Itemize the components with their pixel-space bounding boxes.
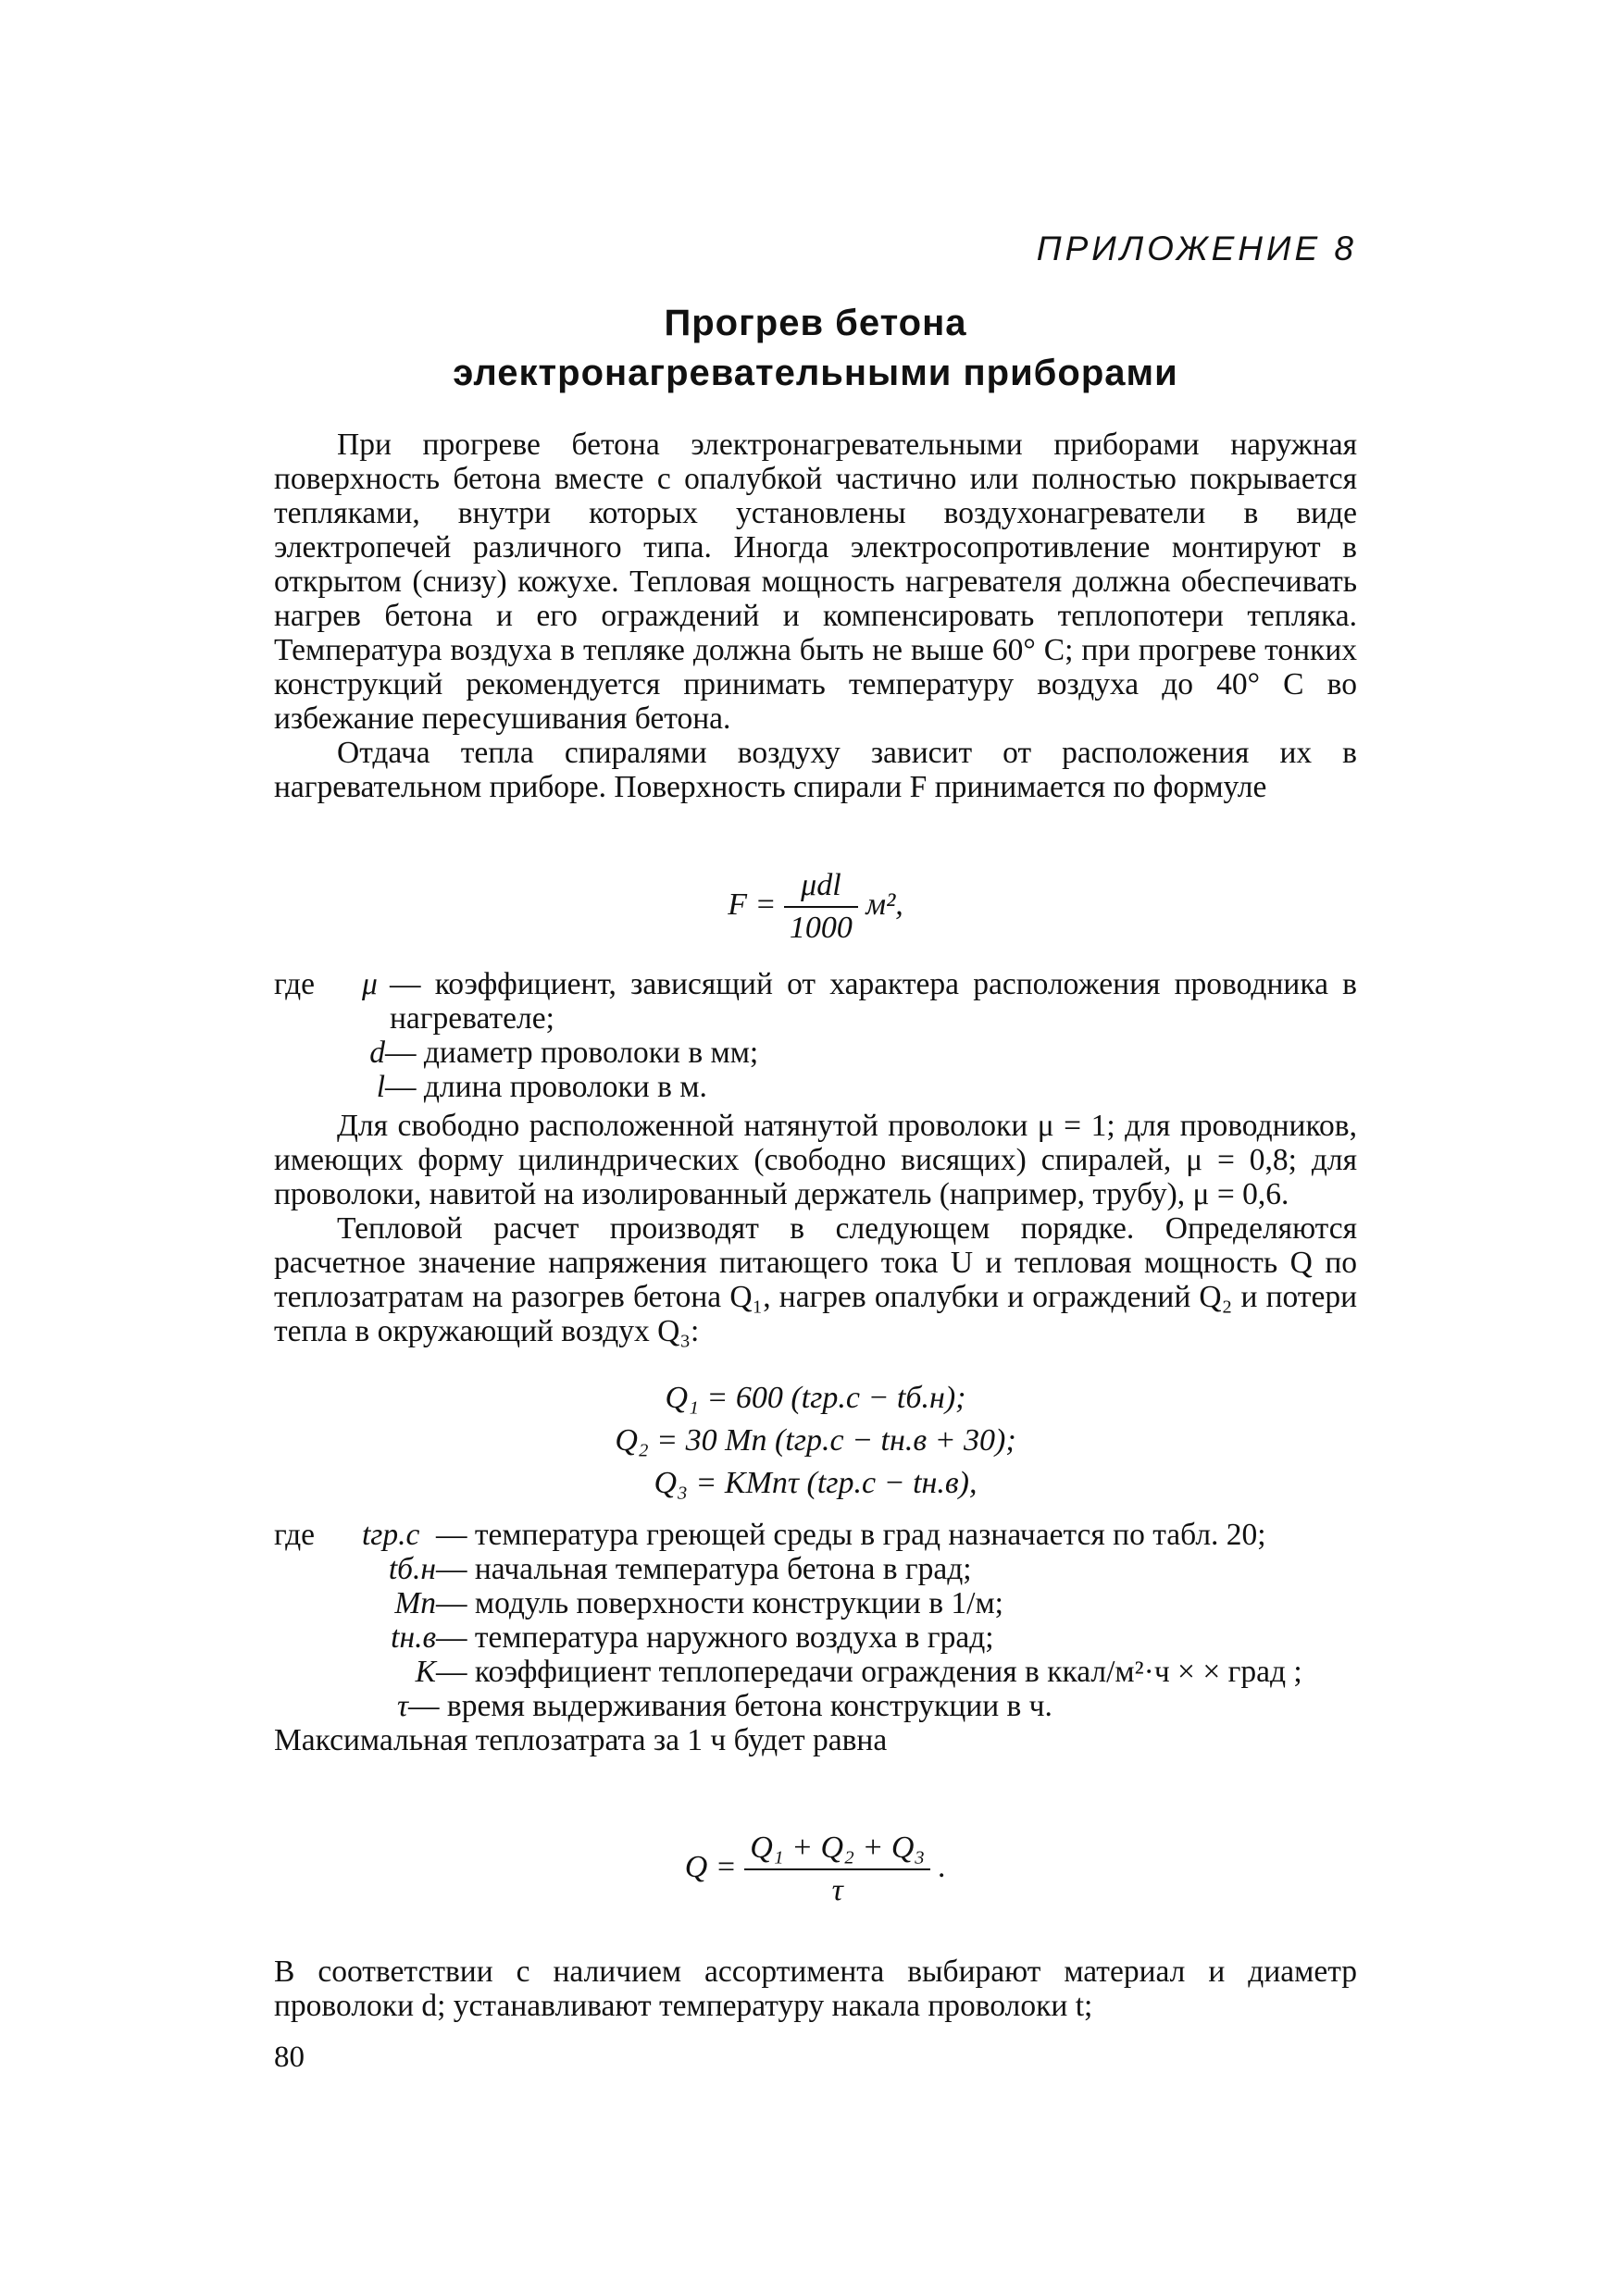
- definition-row: [274, 967, 1357, 1036]
- paragraph-5: Максимальная теплозатрата за 1 ч будет равна: [274, 1723, 888, 1757]
- definition-text: — коэффициент теплопередачи ограждения в ккал/м²·ч × × град ;: [436, 1655, 1302, 1689]
- formula1-fraction: [784, 865, 858, 949]
- formula-max-heat: [274, 1828, 1357, 1911]
- paragraph-4: Тепловой расчет производят в следующем порядке. Определяются расчетное значение напряжения питающего тока U и тепловая мощность Q по теплозатратам на разогрев бетона Q₁, нагрев опалубки и ограждений Q₂ и потери тепла в окружающий воздух Q₃:: [274, 1211, 1357, 1348]
- definition-text: — время выдерживания бетона конструкции в ч.: [408, 1689, 1052, 1723]
- formula-q3: Q₃ = KMпτ (tгр.с − tн.в),: [654, 1466, 978, 1500]
- paragraph-2: Отдача тепла спиралями воздуху зависит от расположения их в нагревательном приборе. Поверхность спирали F принимается по формуле: [274, 736, 1357, 804]
- text-block-1: [274, 428, 1357, 804]
- formula-q2: Q₂ = 30 Mп (tгр.с − tн.в + 30);: [615, 1423, 1016, 1458]
- definition-text: — диаметр проволоки в мм;: [385, 1036, 759, 1070]
- definition-text: — коэффициент, зависящий от характера расположения проводника в нагревателе;: [390, 967, 1357, 1036]
- formula3-denominator: τ: [831, 1873, 843, 1907]
- page-title: [274, 298, 1357, 398]
- page-number: 80: [274, 2041, 305, 2074]
- title-line-2: электронагревательными приборами: [453, 353, 1178, 393]
- definitions-2: [274, 1518, 1357, 1757]
- formula-surface-area: [274, 865, 1357, 949]
- definition-symbol: Mп: [394, 1586, 436, 1620]
- definition-symbol: μ: [362, 967, 378, 1001]
- definition-symbol: τ: [397, 1689, 408, 1723]
- paragraph-3: Для свободно расположенной натянутой проволоки μ = 1; для проводников, имеющих форму цилиндрических (свободно висящих) спиралей, μ = 0,8; для проволоки, навитой на изолированный держатель (например, трубу), μ = 0,6.: [274, 1109, 1357, 1211]
- formula3-tail: .: [938, 1849, 947, 1884]
- definition-symbol: tн.в: [391, 1620, 436, 1655]
- formula1-numerator: μdl: [784, 865, 858, 908]
- definition-text: — начальная температура бетона в град;: [436, 1552, 972, 1586]
- definition-text: — модуль поверхности конструкции в 1/м;: [436, 1586, 1003, 1620]
- formula3-numerator: Q₁ + Q₂ + Q₃: [744, 1828, 930, 1870]
- paragraph-1: При прогреве бетона электронагревательными приборами наружная поверхность бетона вместе с опалубкой частично или полностью покрывается тепляками, внутри которых установлены воздухонагреватели в виде электропечей различного типа. Иногда электросопротивление монтируют в открытом (снизу) кожухе. Тепловая мощность нагревателя должна обеспечивать нагрев бетона и его ограждений и компенсировать теплопотери тепляка. Температура воздуха в тепляке должна быть не выше 60° С; при прогреве тонких конструкций рекомендуется принимать температуру воздуха до 40° С во избежание пересушивания бетона.: [274, 428, 1357, 736]
- formula3-lhs: Q =: [684, 1849, 737, 1884]
- definition-symbol: tб.н: [388, 1552, 436, 1586]
- definition-row: [274, 1036, 1357, 1070]
- where-label: где: [274, 967, 315, 1001]
- definition-symbol: d: [369, 1036, 385, 1070]
- definitions-1: [274, 967, 1357, 1104]
- paragraph-6: В соответствии с наличием ассортимента выбирают материал и диаметр проволоки d; устанавливают температуру накала проволоки t;: [274, 1955, 1357, 2023]
- formulas-heat: [274, 1377, 1357, 1505]
- formula1-lhs: F =: [728, 887, 777, 922]
- definition-row: [274, 1620, 1357, 1655]
- formula-q1: Q₁ = 600 (tгр.с − tб.н);: [665, 1381, 966, 1415]
- title-line-1: Прогрев бетона: [664, 303, 967, 343]
- definition-symbol: K: [415, 1655, 436, 1689]
- formula1-unit: м²,: [866, 887, 903, 922]
- text-block-3: [274, 1955, 1357, 2023]
- where-label: где: [274, 1518, 315, 1552]
- formula3-fraction: [744, 1828, 930, 1911]
- definition-symbol: tгр.с: [362, 1518, 420, 1552]
- definition-row: [274, 1070, 1357, 1104]
- text-block-2: [274, 1109, 1357, 1348]
- formula1-denominator: 1000: [789, 911, 853, 945]
- definition-row: [274, 1552, 1357, 1586]
- definition-text: — температура наружного воздуха в град;: [436, 1620, 994, 1655]
- definition-text: — длина проволоки в м.: [385, 1070, 707, 1104]
- definition-row: [274, 1655, 1357, 1689]
- definition-row: [274, 1689, 1357, 1723]
- definition-text: — температура греющей среды в град назначается по табл. 20;: [436, 1518, 1266, 1552]
- definition-row: [274, 1586, 1357, 1620]
- definition-row: [274, 1518, 1357, 1552]
- appendix-label: ПРИЛОЖЕНИЕ 8: [1036, 230, 1357, 267]
- definition-symbol: l: [376, 1070, 385, 1104]
